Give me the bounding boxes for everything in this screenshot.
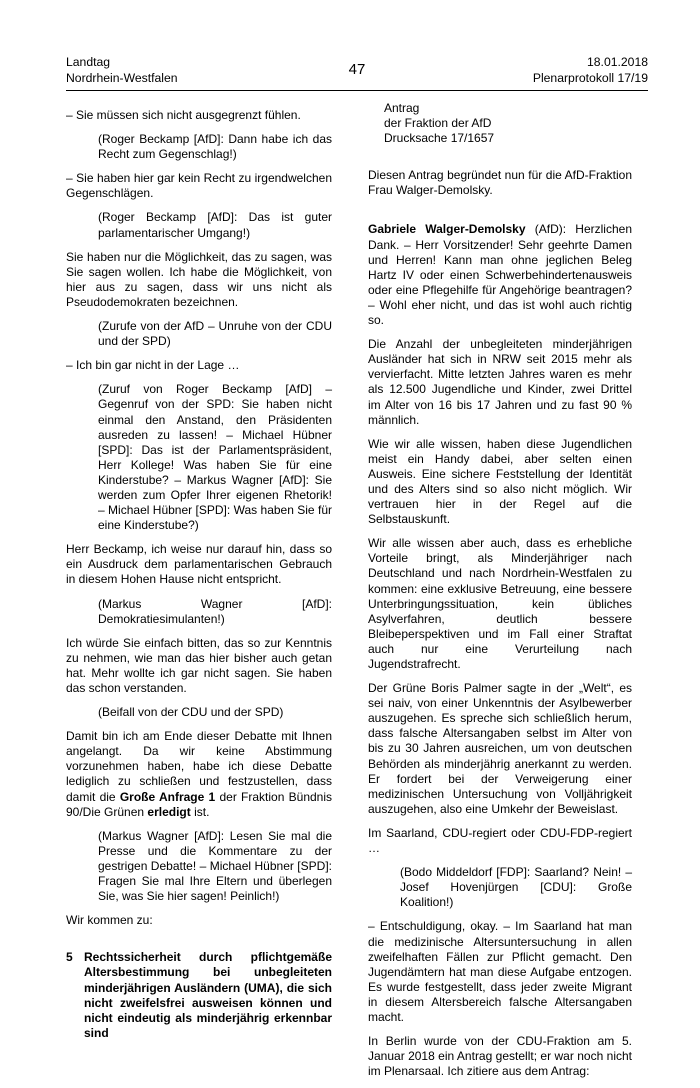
text-bold: erledigt <box>147 804 191 819</box>
paragraph: Diesen Antrag begründet nun für die AfD-Fraktion Frau Walger-Demolsky. <box>368 168 632 198</box>
agenda-item-title: Rechtssicherheit durch pflichtgemäße Altersbestimmung bei unbegleiteten minderjährigen Ausländern (UMA), die sich nicht zweifelsfrei ausweisen können und nicht eindeutig als minderjährig erkennbar sind <box>84 950 332 1040</box>
left-column <box>66 108 332 1041</box>
interjection: (Zurufe von der AfD – Unruhe von der CDU und der SPD) <box>98 319 332 349</box>
interjection: (Markus Wagner [AfD]: Demokratiesimulanten!) <box>98 596 332 626</box>
motion-reference <box>384 101 632 146</box>
paragraph <box>368 222 632 328</box>
right-column <box>368 101 632 1088</box>
paragraph: Wie wir alle wissen, haben diese Jugendlichen meist ein Handy dabei, aber selten einen Ausweis. Eine sichere Feststellung der Identität und des Alters sind so also nicht möglich. Wir vertrauen hier in der Regel auf die Selbstauskunft. <box>368 436 632 527</box>
paragraph: Herr Beckamp, ich weise nur darauf hin, dass so ein Ausdruck dem parlamentarischen Gebrauch in diesem Hohen Hause nicht entspricht. <box>66 542 332 587</box>
paragraph: – Entschuldigung, okay. – Im Saarland hat man die medizinische Altersuntersuchung in allen zweifelhaften Fällen zur Pflicht gemacht. Den Jugendämtern hat man diese Aufgabe entzogen. Es wurde festgestellt, dass jeder zweite Migrant in diesem Altersbereich falsche Altersangaben macht. <box>368 919 632 1024</box>
motion-type: Antrag <box>384 101 420 115</box>
text: der Fraktion Bündnis 90/Die Grünen <box>66 789 333 819</box>
interjection: (Roger Beckamp [AfD]: Das ist guter parlamentarischer Umgang!) <box>98 210 332 240</box>
text: (AfD): Herzlichen Dank. – Herr Vorsitzender! Sehr geehrte Damen und Herren! Kann man ohne jeglichen Beleg Hartz IV oder einen Schwerbehindertenausweis oder eine Pflegehilfe für Angehörige beantragen? – Wohl eher nicht, und das ist wohl auch richtig so. <box>368 222 632 328</box>
interjection: (Zuruf von Roger Beckamp [AfD] – Gegenruf von der SPD: Sie haben nicht einmal den Anstand, den Präsidenten ausreden zu lassen! – Michael Hübner [SPD]: Das ist der Parlamentspräsident, Herr Kollege! Was haben Sie für eine Kinderstube? – Markus Wagner [AfD]: Sie werden zum Opfer Ihrer eigenen Rhetorik! – Michael Hübner [SPD]: Was haben Sie für eine Kinderstube?) <box>98 382 332 533</box>
header-date: 18.01.2018 <box>587 55 648 69</box>
interjection: (Beifall von der CDU und der SPD) <box>98 705 284 720</box>
paragraph: Die Anzahl der unbegleiteten minderjährigen Ausländer hat sich in NRW seit 2015 mehr als vervierfacht. Mitte letzten Jahres waren es mehr als 12.500 Jugendliche und Kinder, zwei Drittel im Alter von 16 bis 17 Jahren und zu fast 90 % männlich. <box>368 337 632 427</box>
paragraph: Wir kommen zu: <box>66 913 153 928</box>
paragraph: Wir alle wissen aber auch, dass es erhebliche Vorteile bringt, als Minderjähriger nach Deutschland und nach Nordrhein-Westfalen zu kommen: eine exklusive Betreuung, eine bessere Unterbringungssituation, kein übliches Asylverfahren, deutlich bessere Bleibeperspektiven und im Fall einer Straftat auch nur eine Verurteilung nach Jugendstrafrecht. <box>368 536 632 671</box>
interjection: (Roger Beckamp [AfD]: Dann habe ich das Recht zum Gegenschlag!) <box>98 132 332 162</box>
header-state: Nordrhein-Westfalen <box>66 70 178 85</box>
paragraph: Im Saarland, CDU-regiert oder CDU-FDP-regiert … <box>368 825 632 856</box>
speaker-name: Gabriele Walger-Demolsky <box>368 222 526 237</box>
agenda-item-number: 5 <box>66 950 73 965</box>
motion-faction: der Fraktion der AfD <box>384 116 492 131</box>
text: Damit bin ich am Ende dieser Debatte mit Ihnen angelangt. Da wir keine Abstimmung vorzunehmen haben, habe ich diese Debatte lediglich zu schließen und festzustellen, dass damit die <box>66 729 332 804</box>
agenda-item <box>66 950 332 1041</box>
paragraph: Sie haben nur die Möglichkeit, das zu sagen, was Sie sagen wollen. Ich habe die Möglichkeit, von hier aus zu sagen, dass wir uns nicht als Pseudodemokraten bezeichnen. <box>66 249 332 309</box>
page-number: 47 <box>348 61 366 78</box>
paragraph <box>66 729 332 820</box>
interjection: (Bodo Middeldorf [FDP]: Saarland? Nein! – Josef Hovenjürgen [CDU]: Große Koalition!) <box>400 865 632 910</box>
page-header <box>66 55 648 87</box>
paragraph: – Sie haben hier gar kein Recht zu irgendwelchen Gegenschlägen. <box>66 171 332 201</box>
interjection: (Markus Wagner [AfD]: Lesen Sie mal die Presse und die Kommentare zu der gestrigen Debatte! – Michael Hübner [SPD]: Fragen Sie mal Ihre Eltern und überlegen Sie, was Sie hier sagen! Peinlich!) <box>98 828 332 904</box>
paragraph: – Sie müssen sich nicht ausgegrenzt fühlen. <box>66 108 301 122</box>
header-right <box>533 55 648 86</box>
text-bold: Große Anfrage 1 <box>119 789 216 804</box>
text: ist. <box>190 804 210 819</box>
motion-document: Drucksache 17/1657 <box>384 131 495 146</box>
paragraph: Ich würde Sie einfach bitten, das so zur Kenntnis zu nehmen, wie man das hier bisher auch getan hat. Mehr wollte ich gar nicht sagen. Sie haben das schon verstanden. <box>66 635 332 695</box>
header-parliament: Landtag <box>66 55 111 69</box>
paragraph: In Berlin wurde von der CDU-Fraktion am 5. Januar 2018 ein Antrag gestellt; er war noch nicht im Plenarsaal. Ich zitiere aus dem Antrag: <box>368 1034 632 1079</box>
header-rule <box>66 90 648 91</box>
header-protocol: Plenarprotokoll 17/19 <box>532 70 648 85</box>
paragraph: Der Grüne Boris Palmer sagte in der „Welt“, es sei naiv, von einer Unkenntnis der Asylbewerber auszugehen. Es spreche sich schließlich herum, dass falsche Altersangaben selbst im Alter von bis zu 30 Jahren ausreichen, um von deutschen Behörden als minderjährig anerkannt zu werden. Er fordert bei der Verweigerung einer medizinischen Untersuchung von Volljährigkeit auszugehen, also eine Umkehr der Beweislast. <box>368 681 632 816</box>
paragraph: – Ich bin gar nicht in der Lage … <box>66 358 240 373</box>
